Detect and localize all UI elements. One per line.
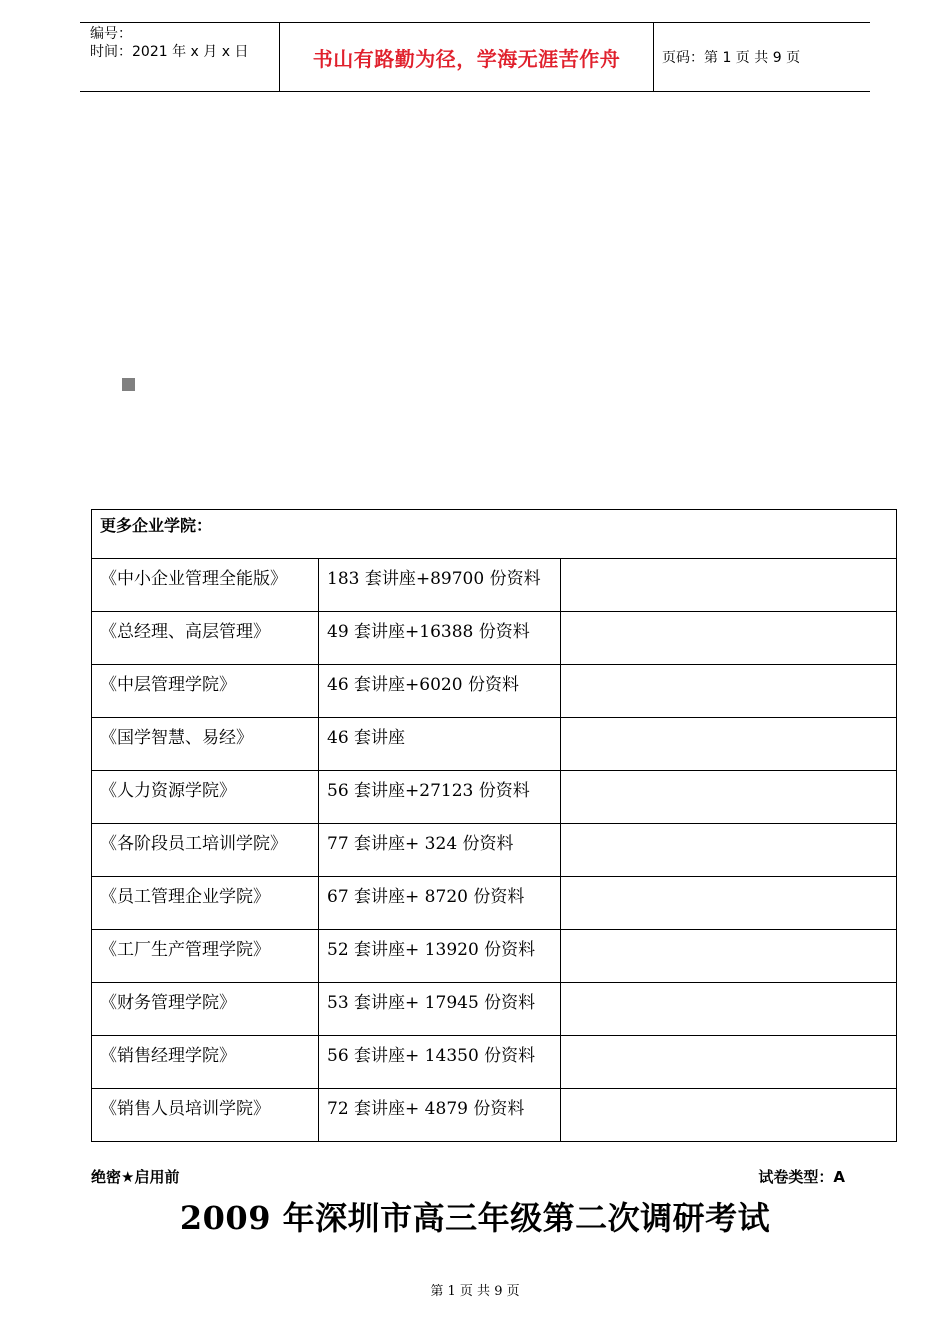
- course-table: [91, 509, 897, 1142]
- course-name: 《各阶段员工培训学院》: [92, 824, 319, 877]
- course-name: 《销售经理学院》: [92, 1036, 319, 1089]
- table-row: [92, 612, 897, 665]
- course-detail: 52 套讲座+ 13920 份资料: [319, 930, 561, 983]
- course-detail: 46 套讲座+6020 份资料: [319, 665, 561, 718]
- table-row: [92, 1089, 897, 1142]
- course-detail: 53 套讲座+ 17945 份资料: [319, 983, 561, 1036]
- table-row: [92, 771, 897, 824]
- course-name: 《总经理、高层管理》: [92, 612, 319, 665]
- table-row: [92, 718, 897, 771]
- course-detail: 67 套讲座+ 8720 份资料: [319, 877, 561, 930]
- course-detail: 46 套讲座: [319, 718, 561, 771]
- course-name: 《销售人员培训学院》: [92, 1089, 319, 1142]
- table-row: [92, 559, 897, 612]
- course-detail: 56 套讲座+ 14350 份资料: [319, 1036, 561, 1089]
- square-bullet-icon: [122, 378, 135, 391]
- course-extra: [561, 718, 897, 771]
- course-extra: [561, 612, 897, 665]
- exam-title: 2009 年深圳市高三年级第二次调研考试: [179, 1199, 771, 1237]
- table-row: [92, 824, 897, 877]
- course-extra: [561, 824, 897, 877]
- course-name: 《国学智慧、易经》: [92, 718, 319, 771]
- course-extra: [561, 983, 897, 1036]
- course-name: 《中层管理学院》: [92, 665, 319, 718]
- course-extra: [561, 930, 897, 983]
- course-name: 《中小企业管理全能版》: [92, 559, 319, 612]
- course-detail: 49 套讲座+16388 份资料: [319, 612, 561, 665]
- course-detail: 183 套讲座+89700 份资料: [319, 559, 561, 612]
- course-table-heading: 更多企业学院：: [92, 510, 897, 559]
- course-extra: [561, 877, 897, 930]
- course-extra: [561, 559, 897, 612]
- course-name: 《人力资源学院》: [92, 771, 319, 824]
- table-row: [92, 665, 897, 718]
- table-row: [92, 1036, 897, 1089]
- page-footer: 第 1 页 共 9 页: [430, 1284, 520, 1299]
- header-meta: [80, 23, 280, 91]
- header-page-info: 页码：第 1 页 共 9 页: [662, 50, 801, 66]
- course-name: 《财务管理学院》: [92, 983, 319, 1036]
- course-extra: [561, 771, 897, 824]
- paper-type-label: 试卷类型：A: [758, 1168, 845, 1186]
- course-detail: 56 套讲座+27123 份资料: [319, 771, 561, 824]
- course-name: 《工厂生产管理学院》: [92, 930, 319, 983]
- course-detail: 72 套讲座+ 4879 份资料: [319, 1089, 561, 1142]
- table-row: [92, 877, 897, 930]
- course-extra: [561, 665, 897, 718]
- course-extra: [561, 1036, 897, 1089]
- course-detail: 77 套讲座+ 324 份资料: [319, 824, 561, 877]
- table-row: [92, 930, 897, 983]
- table-row: [92, 983, 897, 1036]
- time-label: 时间：2021 年 x 月 x 日: [90, 44, 249, 60]
- course-extra: [561, 1089, 897, 1142]
- secret-label: 绝密★启用前: [91, 1168, 180, 1186]
- page-header: [80, 22, 870, 92]
- course-name: 《员工管理企业学院》: [92, 877, 319, 930]
- serial-label: 编号：: [90, 26, 132, 42]
- header-motto: 书山有路勤为径，学海无涯苦作舟: [280, 23, 654, 91]
